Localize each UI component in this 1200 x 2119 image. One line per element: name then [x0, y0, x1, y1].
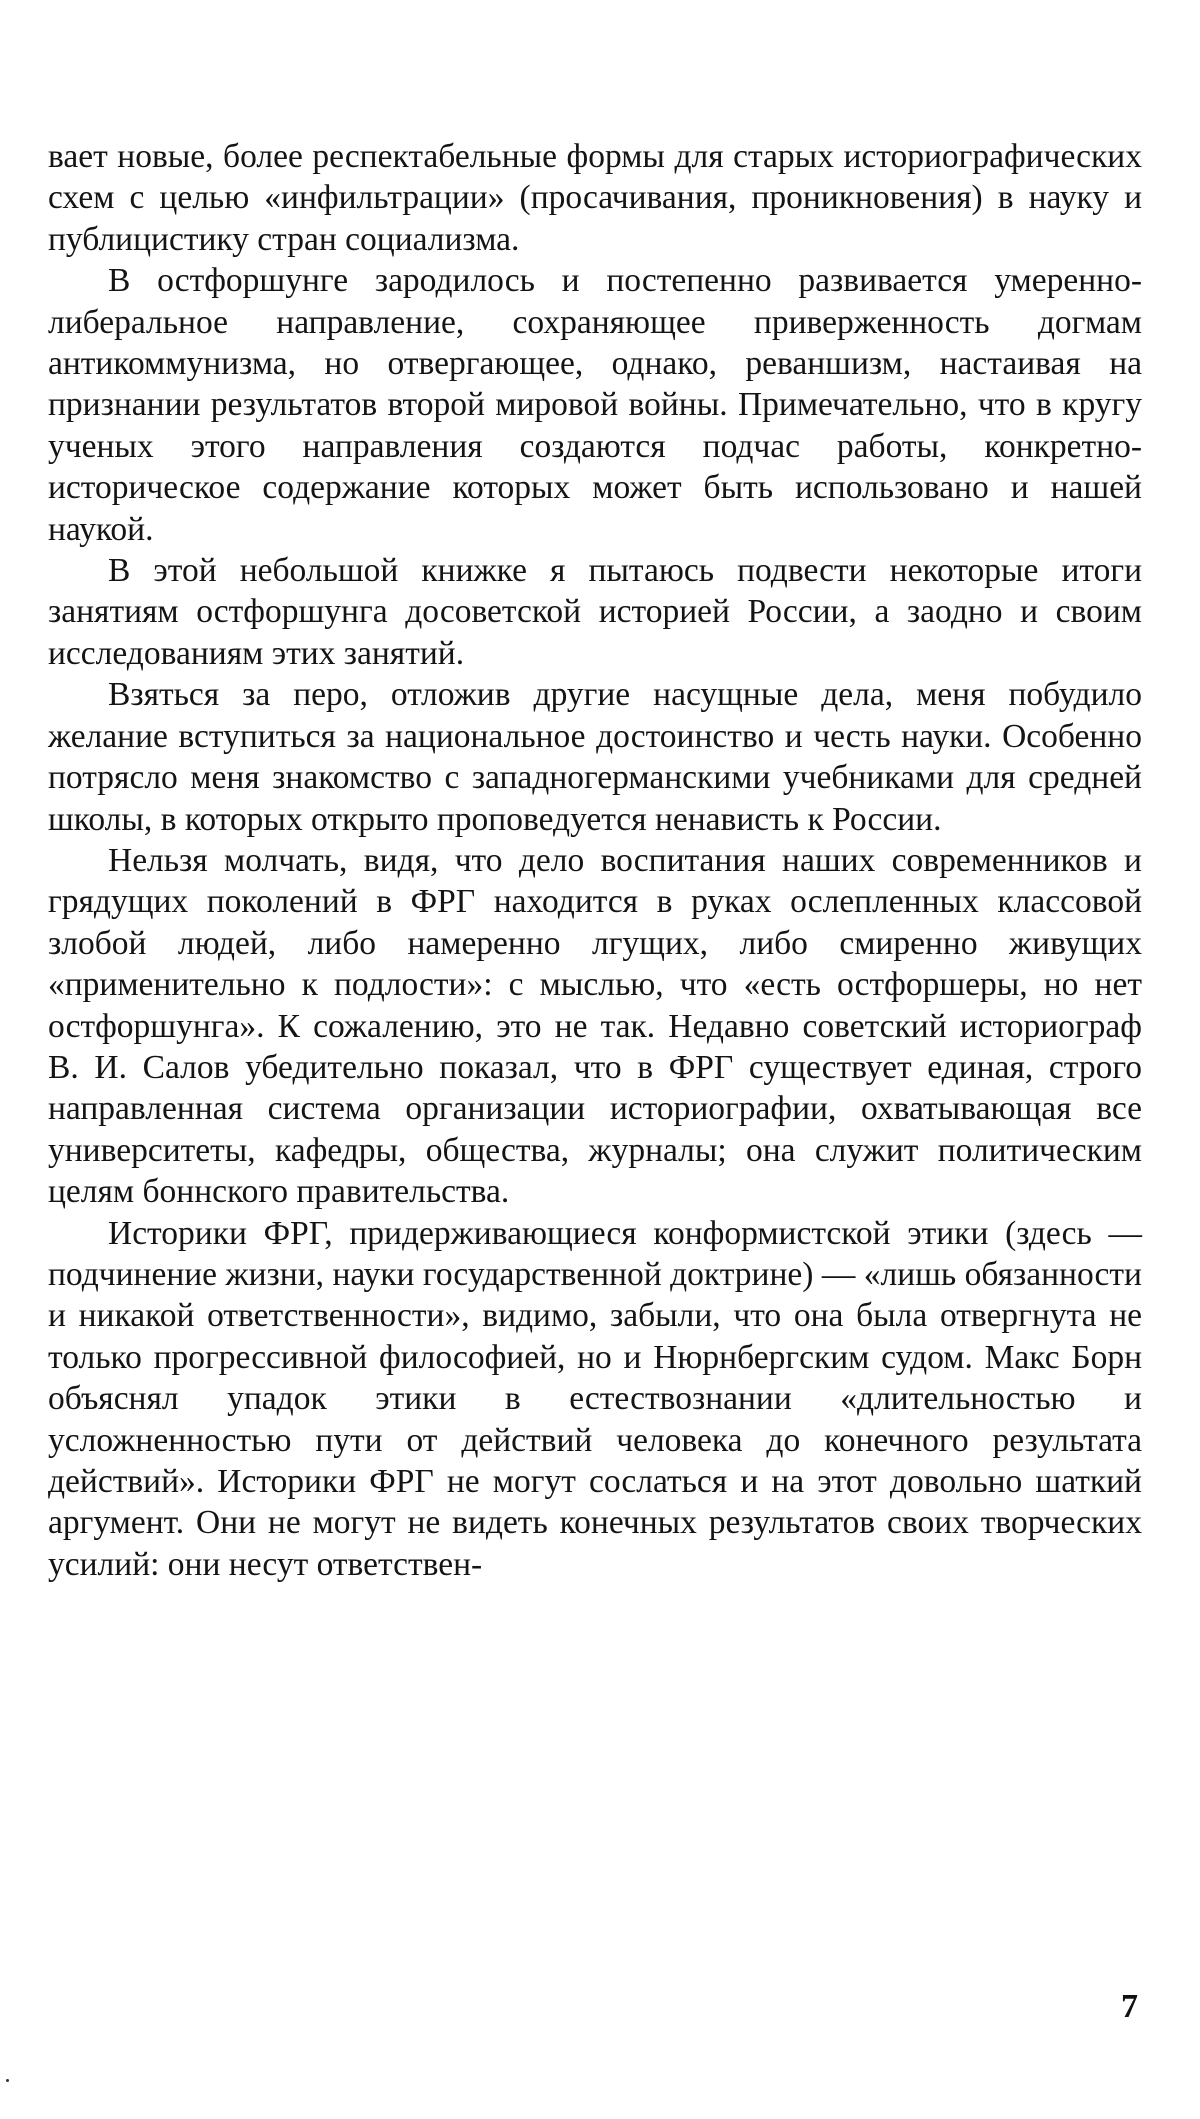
paragraph-2: В остфоршунге зародилось и постепенно развивается умеренно-либеральное направление, сохраняющее приверженность догмам антикоммунизма, но отвергающее, однако, реваншизм, настаивая на признании результатов второй мировой войны. Примечательно, что в кругу ученых этого направления создаются подчас работы, конкретно-историческое содержание которых может быть использовано и нашей наукой. — [48, 262, 1142, 548]
paragraph-5: Нельзя молчать, видя, что дело воспитания наших современников и грядущих поколений в ФРГ находится в руках ослепленных классовой злобой людей, либо намеренно лгущих, либо смиренно живущих «применительно к подлости»: с мыслью, что «есть остфоршеры, но нет остфоршунга». К сожалению, это не так. Недавно советский историограф В. И. Салов убедительно показал, что в ФРГ существует единая, строго направленная система организации историографии, охватывающая все университеты, кафедры, общества, журналы; она служит политическим целям боннского правительства. — [48, 841, 1142, 1211]
paragraph-3: В этой небольшой книжке я пытаюсь подвести некоторые итоги занятиям остфоршунга досоветской историей России, а заодно и своим исследованиям этих занятий. — [48, 552, 1142, 672]
body-text — [48, 136, 1142, 1585]
scan-speck — [6, 2079, 9, 2082]
paragraph-6: Историки ФРГ, придерживающиеся конформистской этики (здесь — подчинение жизни, науки государственной доктрине) — «лишь обязанности и никакой ответственности», видимо, забыли, что она была отвергнута не только прогрессивной философией, но и Нюрнбергским судом. Макс Борн объяснял упадок этики в естествознании «длительностью и усложненностью пути от действий человека до конечного результата действий». Историки ФРГ не могут сослаться и на этот довольно шаткий аргумент. Они не могут не видеть конечных результатов своих творческих усилий: они несут ответствен- — [48, 1214, 1142, 1583]
page-number: 7 — [1121, 1988, 1138, 2025]
paragraph-1: вает новые, более респектабельные формы для старых историографических схем с целью «инфильтрации» (просачивания, проникновения) в науку и публицистику стран социализма. — [48, 138, 1142, 258]
paragraph-4: Взяться за перо, отложив другие насущные дела, меня побудило желание вступиться за национальное достоинство и честь науки. Особенно потрясло меня знакомство с западногерманскими учебниками для средней школы, в которых открыто проповедуется ненависть к России. — [48, 676, 1142, 838]
